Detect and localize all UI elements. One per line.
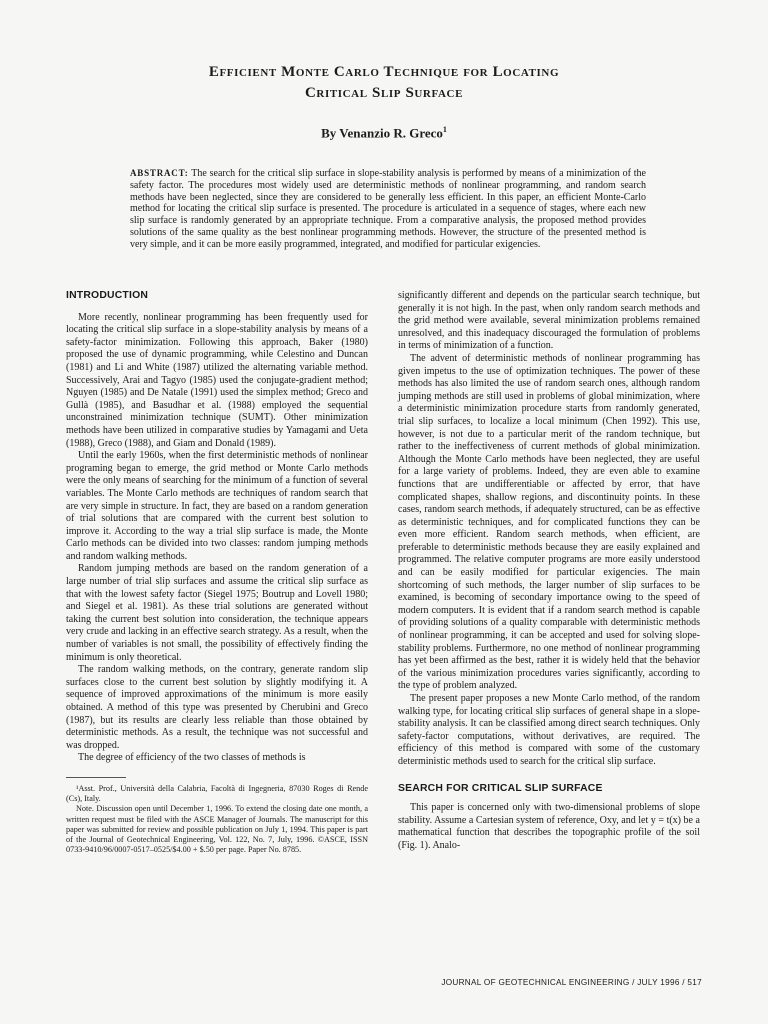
footnote-affiliation: ¹Asst. Prof., Università della Calabria, Facoltà di Ingegneria, 87030 Roges di Rende (Cs), Italy. <box>66 783 368 804</box>
author-byline <box>60 125 708 141</box>
intro-paragraph: Random jumping methods are based on the random generation of a large number of trial slip surfaces and assume the critical slip surface as that with the lowest safety factor (Siegel 1975; Boutrup and Lovell 1980; and Siegel et al. 1981). As these trial solutions are generated without taking the current best solution into consideration, the technique appears very crude and lacking in an effective search strategy. As a result, when the number of variables is not small, the possibility of effectively finding the minimum is only theoretical. <box>66 563 368 663</box>
footnotes <box>66 784 368 855</box>
body-paragraph: The present paper proposes a new Monte Carlo method, of the random walking type, for locating critical slip surfaces of general shape in a slope-stability analysis. It can be classified among direct search techniques. Only safety-factor computations, without derivatives, are required. The efficiency of this method is compared with some of the customary deterministic methods used to search for the critical slip surface. <box>398 693 700 767</box>
intro-paragraph: The random walking methods, on the contrary, generate random slip surfaces close to the current best solution by slightly modifying it. A sequence of improved approximations of the minimum is more easily obtained. A method of this type was presented by Cherubini and Greco (1987), but its results are clearly less reliable than those obtained by deterministic methods. As a result, the technique was not successful and was dropped. <box>66 664 368 751</box>
intro-paragraph: More recently, nonlinear programming has been frequently used for locating the critical slip surface in a slope-stability analysis by means of a safety-factor minimization. Following this approach, Baker (1980) proposed the use of dynamic programming, while Celestino and Duncan (1981) and Li and White (1987) utilized the alternating variable method. Successively, Arai and Tagyo (1985) used the conjugate-gradient method; Nguyen (1985) and De Natale (1991) used the simplex method; Greco and Gullà (1985), and Basudhar et al. (1988) employed the sequential unconstrained minimization technique (SUMT). Other minimization methods have been utilized in comparative studies by Yamagami and Ueta (1988), Greco (1988), and Giam and Donald (1989). <box>66 311 368 449</box>
intro-paragraph: Until the early 1960s, when the first deterministic methods of nonlinear programing began to emerge, the grid method or Monte Carlo methods were the only means of searching for the minimum of a function of several variables. The Monte Carlo methods are techniques of random search that are very simple in structure. In fact, they are based on a random generation of trial solutions that are compared with the current best solution to improve it. According to the way a trial slip surface is made, the Monte Carlo methods can be divided into two classes: random jumping methods and random walking methods. <box>66 450 368 562</box>
abstract-text: The search for the critical slip surface in slope-stability analysis is performed by means of a minimization of the safety factor. The procedures most widely used are deterministic methods of nonlinear programming, and random search methods have been neglected, since they are considered to be generally less efficient. In this paper, an efficient Monte-Carlo method for locating the critical slip surface is presented. The procedure is articulated in a sequence of stages, where each new slip surface is randomly generated by an appropriate technique. From a comparative analysis, the proposed method provides solutions of the same quality as the best nonlinear programming methods. However, the structure of the presented method is very simple, and it can be more easily programmed, integrated, and modified for particular exigencies. <box>130 168 646 250</box>
footnote-divider <box>66 777 126 778</box>
body-paragraph: significantly different and depends on the particular search technique, but generally it is not high. In the past, when only random search methods and the grid method were available, several minimization problems remained unresolved, and this inadequacy discouraged the formulation of problems in terms of minimization of a function. <box>398 290 700 352</box>
intro-paragraph: The degree of efficiency of the two classes of methods is <box>78 752 306 764</box>
author-name: By Venanzio R. Greco <box>321 125 443 141</box>
body-paragraph: This paper is concerned only with two-dimensional problems of slope stability. Assume a Cartesian system of reference, Oxy, and let y = t(x) be a mathematical function that describes the topographic profile of the soil (Fig. 1). Analo- <box>398 802 700 851</box>
author-footnote-mark: 1 <box>442 125 447 134</box>
paper-title <box>60 62 708 104</box>
footnote-note: Note. Discussion open until December 1, 1996. To extend the closing date one month, a written request must be filed with the ASCE Manager of Journals. The manuscript for this paper was submitted for review and possible publication on July 1, 1994. This paper is part of the Journal of Geotechnical Engineering, Vol. 122, No. 7, July, 1996. ©ASCE, ISSN 0733-9410/96/0007-0517–0525/$4.00 + $.50 per page. Paper No. 8785. <box>66 804 368 855</box>
right-column <box>398 290 700 853</box>
running-footer: JOURNAL OF GEOTECHNICAL ENGINEERING / JULY 1996 / 517 <box>441 978 702 987</box>
title-line-1: Efficient Monte Carlo Technique for Locating <box>208 64 560 80</box>
body-paragraph: The advent of deterministic methods of nonlinear programming has given impetus to the use of optimization techniques. The power of these methods has also limited the use of random search ones, although random jumping methods are still used in problems of global minimization, where a deterministic minimization procedure starts from randomly generated, trial slip surfaces, to localize a local minimum (Chen 1992). This use, however, is not due to a particular merit of the random technique, but rather to the ineffectiveness of current methods of global minimization. Although the Monte Carlo methods have been neglected, they are useful for a large variety of problems. Indeed, they are even able to examine functions that are undifferentiable or affected by error, that have complicated shapes, shallow regions, and discontinuity points. In these cases, random search methods, if adequately structured, can be as effective as deterministic techniques, and for complicated functions they can be even more efficient. Random search methods, when efficient, are preferable to deterministic methods because they are easily explained and programmed. The relative computer programs are more easily understood and can be easily modified for particular exigencies. The main shortcoming of such methods, the larger number of slip surfaces to be examined, is becoming of secondary importance owing to the speed of modern computers. It is evident that if a random search method is capable of providing solutions of a quality comparable with deterministic methods of nonlinear programming, it can be accepted and used for solving slope-stability problems. Furthermore, no one method of nonlinear programming has yet been affirmed as the best, rather it is widely held that the behavior of the various minimization procedures varies significantly, according to the type of problem analyzed. <box>398 352 700 692</box>
left-column <box>66 290 368 855</box>
title-line-2: Critical Slip Surface <box>304 85 464 101</box>
abstract-label: ABSTRACT: <box>130 168 189 178</box>
section-heading-search: SEARCH FOR CRITICAL SLIP SURFACE <box>398 782 603 794</box>
section-heading-introduction: INTRODUCTION <box>66 290 149 301</box>
abstract <box>130 168 646 251</box>
